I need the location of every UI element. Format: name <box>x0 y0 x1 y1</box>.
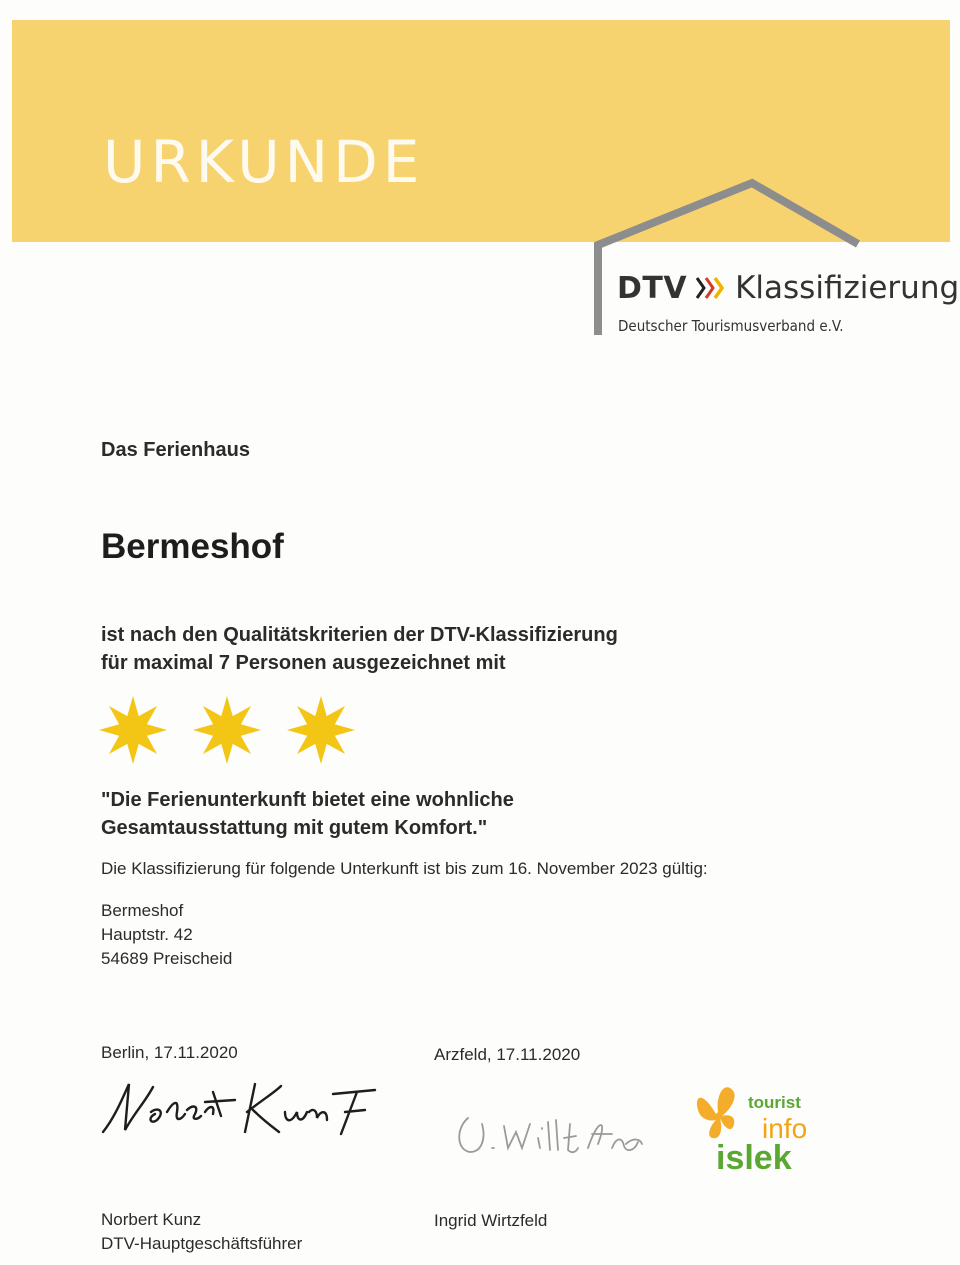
signer-right-name: Ingrid Wirtzfeld <box>434 1211 548 1230</box>
star-icon <box>286 695 356 765</box>
dtv-logo <box>617 270 959 306</box>
tourist-logo-line-1: tourist <box>748 1093 801 1112</box>
criteria-line-2: für maximal 7 Personen ausgezeichnet mit <box>101 652 506 674</box>
star-icon <box>192 695 262 765</box>
tourist-logo-line-2: info <box>762 1113 808 1144</box>
address-line-2: Hauptstr. 42 <box>101 925 193 944</box>
property-name: Bermeshof <box>101 527 284 566</box>
signer-left-role: DTV-Hauptgeschäftsführer <box>101 1234 303 1253</box>
signer-left-name: Norbert Kunz <box>101 1210 202 1229</box>
dtv-subtitle: Deutscher Tourismusverband e.V. <box>618 317 844 335</box>
certificate-title: URKUNDE <box>103 128 425 196</box>
validity-text: Die Klassifizierung für folgende Unterkunft ist bis zum 16. November 2023 gültig: <box>101 859 708 878</box>
quote-line-2: Gesamtausstattung mit gutem Komfort." <box>101 817 488 839</box>
place-date-right: Arzfeld, 17.11.2020 <box>434 1045 581 1064</box>
criteria-line-1: ist nach den Qualitätskriterien der DTV-Klassifizierung <box>101 624 618 646</box>
tourist-logo-line-3: islek <box>716 1139 792 1176</box>
intro-text: Das Ferienhaus <box>101 439 250 461</box>
address-line-3: 54689 Preischeid <box>101 949 233 968</box>
quote-line-1: "Die Ferienunterkunft bietet eine wohnliche <box>101 789 514 811</box>
chevrons-icon <box>695 273 729 303</box>
klassifizierung-logo-text: Klassifizierung <box>735 270 960 306</box>
place-date-left: Berlin, 17.11.2020 <box>101 1043 238 1062</box>
signer-left <box>101 1208 302 1256</box>
signature-norbert-kunz <box>95 1072 395 1142</box>
rating-quote <box>101 786 514 842</box>
signature-ingrid-wirtzfeld <box>452 1108 662 1160</box>
criteria-text <box>101 621 618 677</box>
address-line-1: Bermeshof <box>101 901 184 920</box>
star-icon <box>98 695 168 765</box>
dtv-logo-text: DTV <box>617 270 688 306</box>
star-rating <box>98 695 356 765</box>
address-block <box>101 899 232 971</box>
butterfly-icon <box>697 1087 735 1138</box>
tourist-info-islek-logo <box>686 1076 836 1176</box>
